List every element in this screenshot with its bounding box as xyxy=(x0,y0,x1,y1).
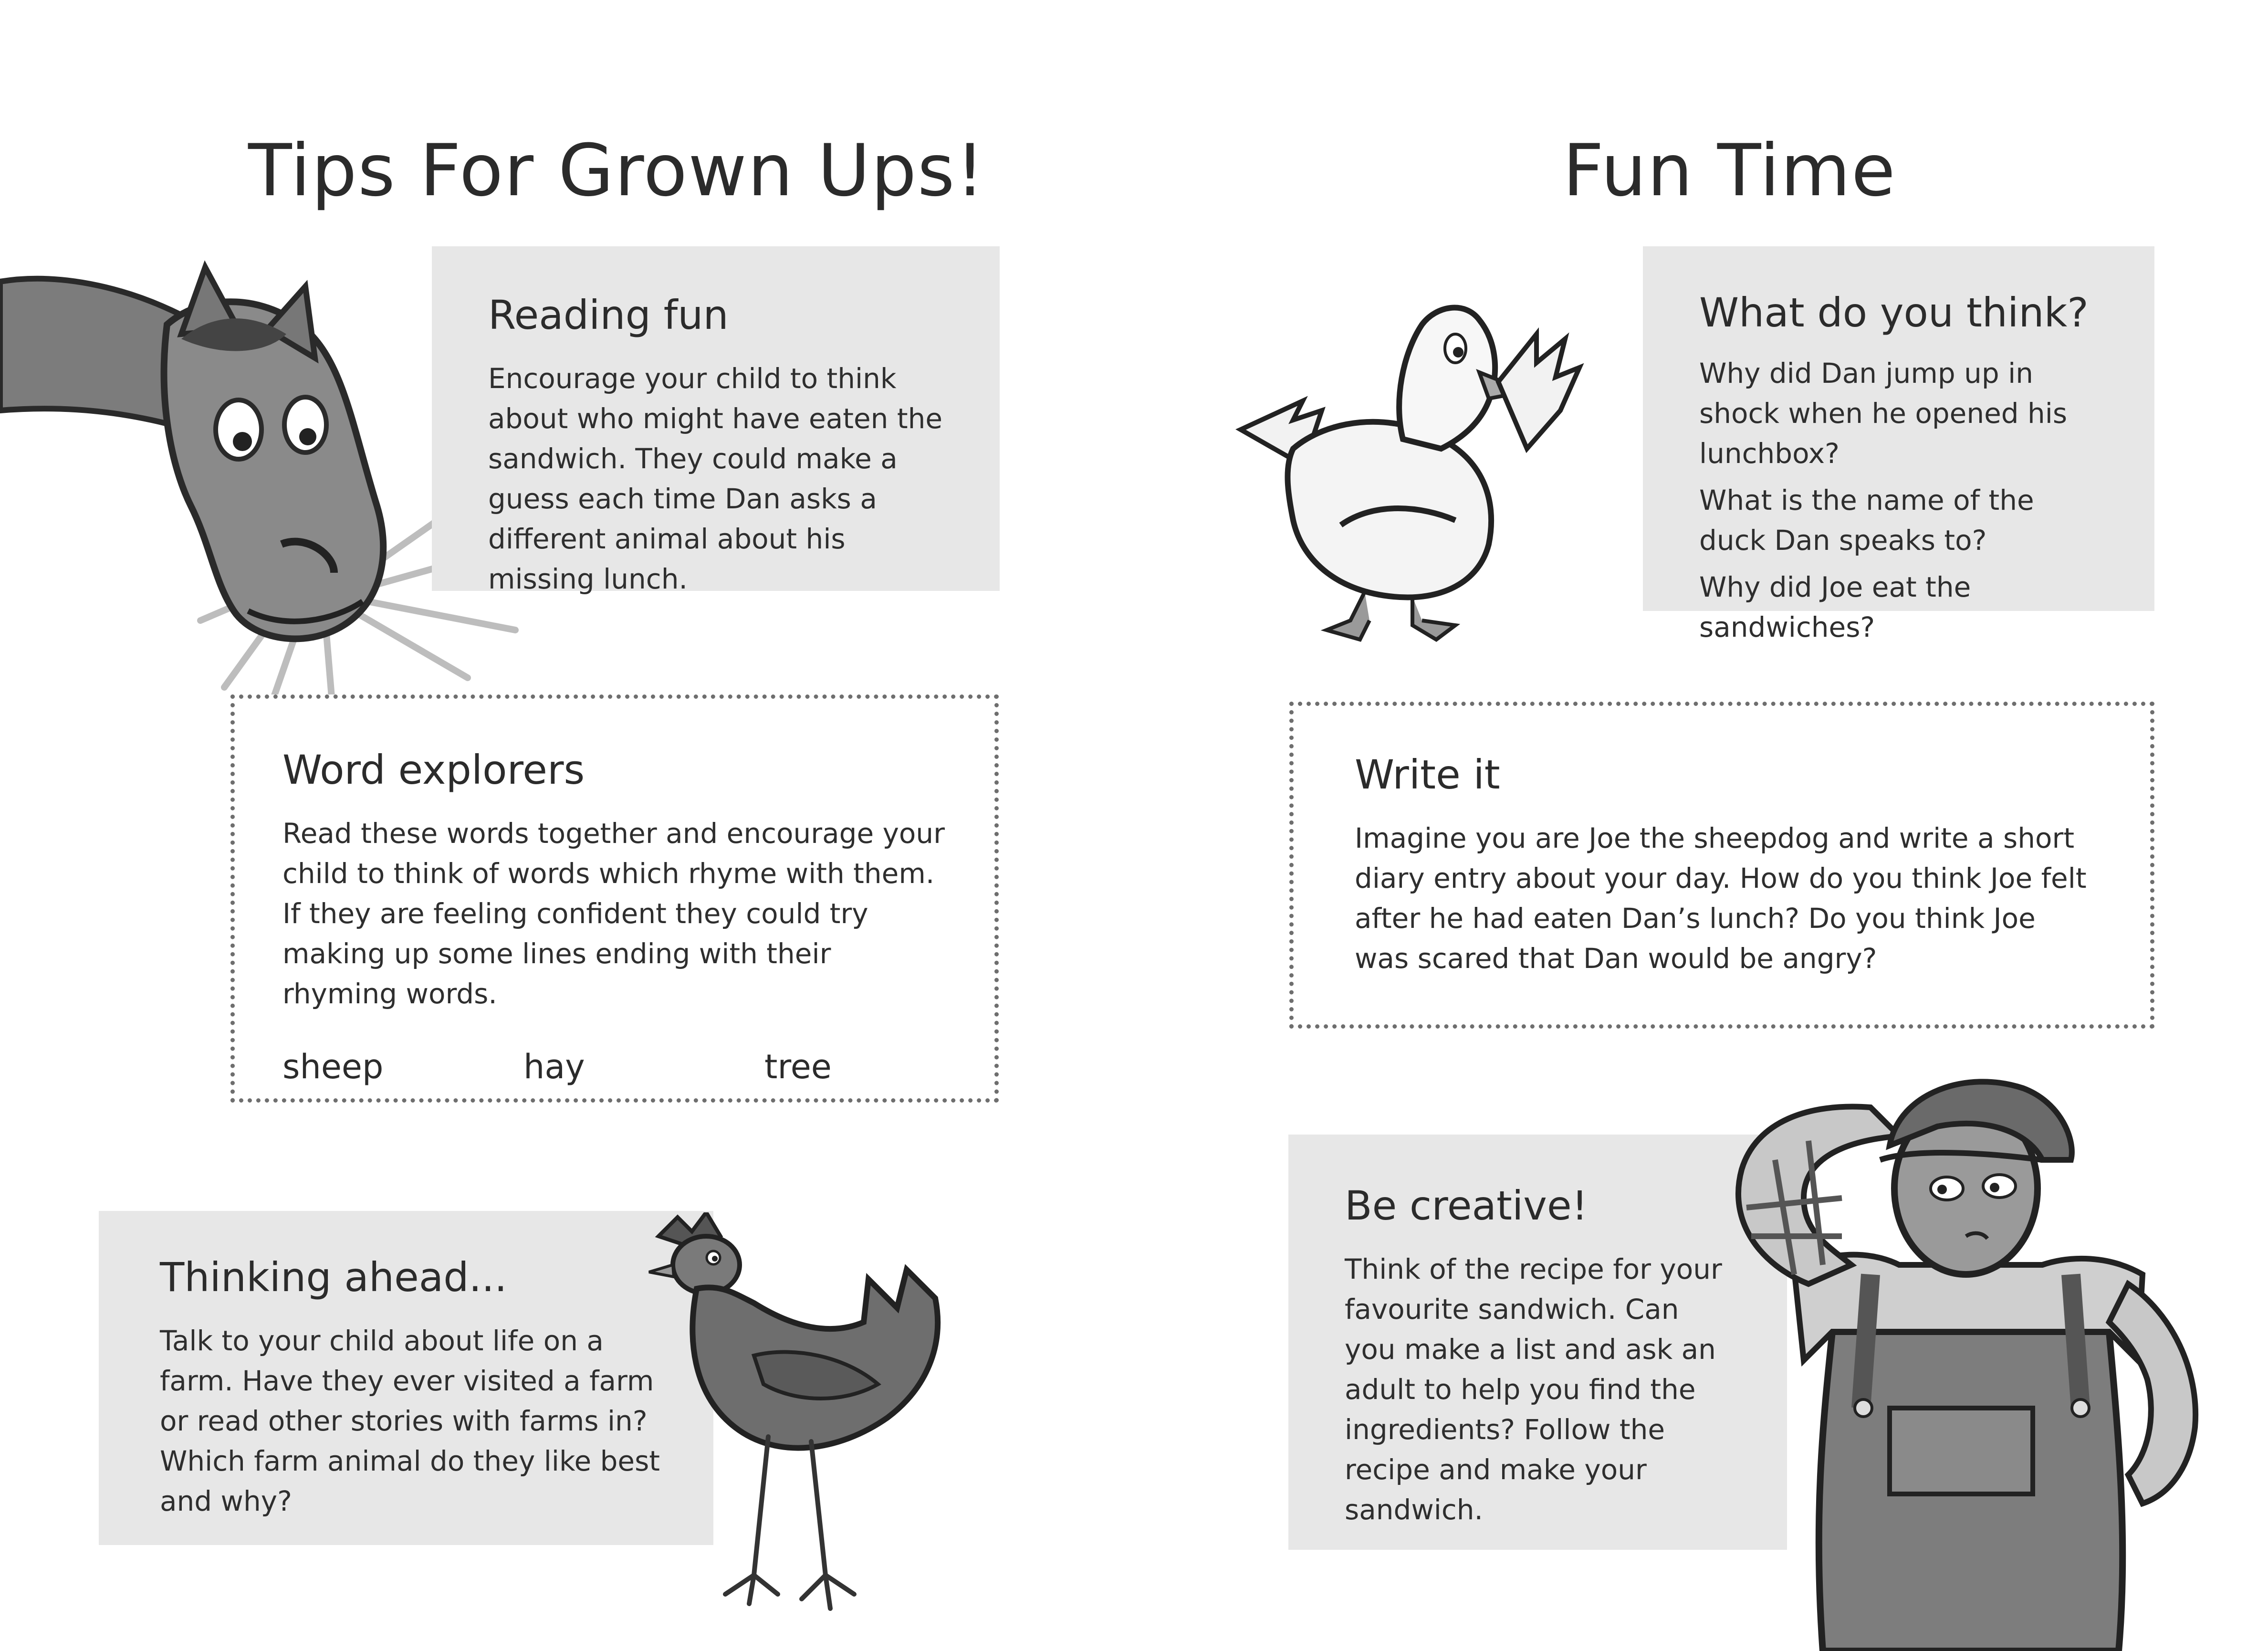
left-page-title: Tips For Grown Ups! xyxy=(248,129,985,212)
reading-fun-text: Encourage your child to think about who might have eaten the sandwich. They could make a guess each time Dan asks a different animal about his missing lunch. xyxy=(488,362,943,595)
farmer-illustration xyxy=(1699,1064,2268,1651)
rhyme-word-sheep: sheep xyxy=(282,1047,384,1086)
duck-illustration xyxy=(1231,296,1594,649)
what-do-you-think-box xyxy=(1643,246,2154,643)
write-it-heading: Write it xyxy=(1355,751,1500,798)
thinking-ahead-heading: Thinking ahead... xyxy=(160,1254,507,1301)
reading-fun-heading: Reading fun xyxy=(488,292,729,338)
rhyme-word-list xyxy=(282,1047,949,1086)
write-it-text: Imagine you are Joe the sheepdog and write a short diary entry about your day. How do you think Joe felt after he had eaten Dan’s lunch? Do you think Joe was scared that Dan would be angry? xyxy=(1355,822,2087,975)
word-explorers-box xyxy=(230,694,999,1103)
reading-fun-box xyxy=(432,246,1000,595)
right-page-title: Fun Time xyxy=(1563,129,1896,212)
write-it-box xyxy=(1289,702,2154,1029)
be-creative-heading: Be creative! xyxy=(1345,1182,1588,1229)
be-creative-text: Think of the recipe for your favourite sandwich. Can you make a list and ask an adult to help you find the ingredients? Follow the recipe and make your sandwich. xyxy=(1345,1253,1722,1526)
question-3: Why did Joe eat the sandwiches? xyxy=(1699,571,1971,643)
rhyme-word-tree: tree xyxy=(764,1047,832,1086)
thinking-ahead-box xyxy=(99,1211,713,1545)
word-explorers-heading: Word explorers xyxy=(282,747,585,793)
rhyme-word-hay: hay xyxy=(523,1047,585,1086)
hen-illustration xyxy=(639,1212,993,1632)
question-2: What is the name of the duck Dan speaks to? xyxy=(1699,484,2034,557)
what-do-you-think-heading: What do you think? xyxy=(1699,289,2089,336)
word-explorers-text: Read these words together and encourage your child to think of words which rhyme with them. If they are feeling confident they could try making up some lines ending with their rhyming words. xyxy=(282,817,945,1010)
question-1: Why did Dan jump up in shock when he opened his lunchbox? xyxy=(1699,357,2068,470)
thinking-ahead-text: Talk to your child about life on a farm. Have they ever visited a farm or read other stories with farms in? Which farm animal do they like best and why? xyxy=(160,1325,660,1517)
